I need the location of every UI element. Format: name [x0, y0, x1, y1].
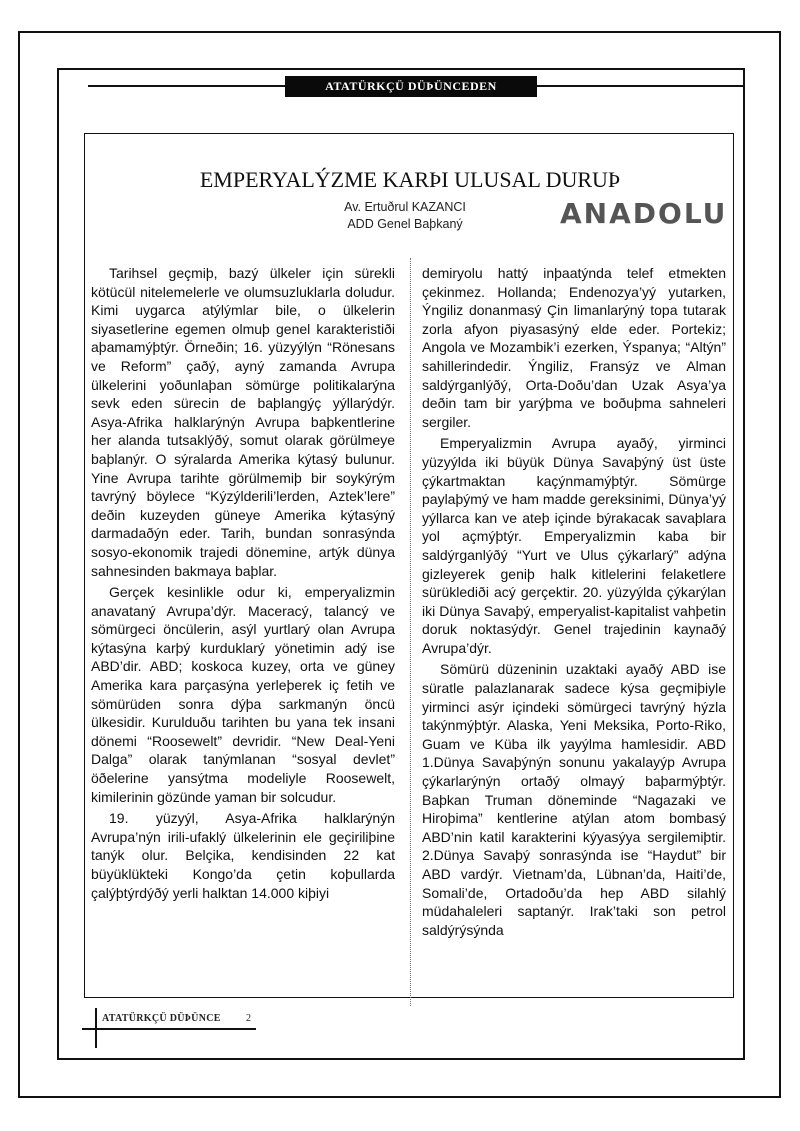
paragraph-continued: demiryolu hattý inþaatýnda telef etmekten çekinmez. Hollanda; Endenozya’yý yutarken, Ýngiliz donanmasý Çin limanlarýný topa tutarak zorla afyon piyasasýný elde eder. Portekiz; Angola ve Mozambik’i ezerken, Ýspanya; “Altýn” sahillerindedir. Ýngiliz, Fransýz ve Alman saldýrganlýðý, Orta-Doðu’dan Uzak Asya’ya deðin tam bir yarýþma ve boðuþma sahneleri sergiler.	[422, 265, 726, 430]
author-role: ADD Genel Baþkaný	[347, 217, 463, 231]
paragraph: Gerçek kesinlikle odur ki, emperyalizmin anavataný Avrupa’dýr. Maceracý, talancý ve sömürgeci öncülerin, asýl yurtlarý olan Avrupa kýtasýna karþý kurduklarý yönetimin adý ise ABD’dir. ABD; koskoca kuzey, orta ve güney Amerika kara parçasýna yerleþerek iç fetih ve sömürüden sonra dýþa sarkmanýn öncü ülkesidir. Kurulduðu tarihten bu yana tek insani dönemi “Roosewelt” devridir. “New Deal-Yeni Dalga” olarak tanýmlanan “sosyal devlet” öðelerine yansýtma modeliyle Roosewelt, kimilerinin gözünde yaman bir solcudur.	[91, 584, 395, 805]
paragraph: Tarihsel geçmiþ, bazý ülkeler için sürekli kötücül nitelemelerle ve olumsuzluklarla doludur. Kimi uygarca atýlýmlar bile, o ülkelerin siyasetlerine egemen olmuþ genel karakteristiði aþamamýþtýr. Örneðin; 16. yüzyýlýn “Rönesans ve Reform” çaðý, ayný zamanda Avrupa ülkelerini yoðunlaþan sömürge politikalarýna sevk eden sürecin de baþlangýç yýllarýdýr. Asya-Afrika halklarýnýn Avrupa baþkentlerine her alanda tutsaklýðý, somut olarak görülmeye baþlanýr. O sýralarda Amerika kýtasý bulunur. Yine Avrupa tarihte görülmemiþ bir soykýrým tavrýný böylece “Kýzýlderili’lerden, Aztek’lere” deðin kuzeyden güneye Amerika kýtasýný darmadaðýn eder. Tarih, bundan sonrasýnda sosyo-ekonomik trajedi dönemine, artýk dünya sahnesinden bakmaya baþlar.	[91, 265, 395, 579]
footer-rule-horizontal	[82, 1028, 256, 1030]
section-label: ATATÜRKÇÜ DÜÞÜNCEDEN	[285, 76, 537, 97]
author-name: Av. Ertuðrul KAZANCI	[344, 200, 466, 214]
footer-publication-name: ATATÜRKÇÜ DÜÞÜNCE	[102, 1013, 221, 1024]
paragraph: Sömürü düzeninin uzaktaki ayaðý ABD ise süratle palazlanarak sadece kýsa geçmiþiyle yirminci asýr içindeki sömürgeci tavrýný hýzla takýnmýþtýr. Alaska, Yeni Meksika, Porto-Riko, Guam ve Küba ilk yayýlma hamlesidir. ABD 1.Dünya Savaþýnýn sonunu yakalayýp Avrupa çýkarlarýnýn ortaðý olmayý baþarmýþtýr. Baþkan Truman döneminde “Nagazaki ve Hiroþima” kentlerine atýlan atom bombasý ABD’nin katil karakterini kýyasýya sergilemiþtir. 2.Dünya Savaþý sonrasýnda ise “Haydut” bir ABD vardýr. Vietnam’da, Lübnan’da, Haiti’de, Somali’de, Ortadoðu’da hep ABD silahlý müdahaleleri saptanýr. Irak’taki son petrol saldýrýsýnda	[422, 661, 726, 938]
page-footer	[96, 1008, 286, 1030]
paragraph: 19. yüzyýl, Asya-Afrika halklarýnýn Avrupa’nýn irili-ufaklý ülkelerinin ele geçiriliþine tanýk olur. Belçika, kendisinden 22 kat büyüklükteki Kongo’da çetin koþullarda çalýþtýrdýðý yerli halktan 14.000 kiþiyi	[91, 810, 395, 901]
article-title: EMPERYALÝZME KARÞI ULUSAL DURUÞ	[199, 167, 621, 192]
footer-rule-vertical	[95, 1008, 97, 1048]
page-number: 2	[246, 1013, 251, 1024]
right-column	[422, 264, 726, 942]
column-divider	[410, 258, 411, 1006]
paragraph: Emperyalizmin Avrupa ayaðý, yirminci yüzyýlda iki büyük Dünya Savaþýný üst üste çýkartmaktan kaçýnmamýþtýr. Sömürge paylaþýmý ve ham madde gereksinimi, Dünya’yý yýllarca kan ve ateþ içinde býrakacak savaþlara yol açmýþtýr. Emperyalizmin kaba bir saldýrganlýðý “Yurt ve Ulus çýkarlarý” adýna gizleyerek geniþ halk kitlelerini felaketlere sürüklediði acý gerçektir. 20. yüzyýlda çýkarýlan iki Dünya Savaþý, emperyalist-kapitalist vahþetin doruk noktasýdýr. Genel trajedinin kaynaðý Avrupa’dýr.	[422, 435, 726, 656]
left-column	[91, 264, 395, 905]
watermark-logo: ANADOLU	[560, 197, 728, 230]
